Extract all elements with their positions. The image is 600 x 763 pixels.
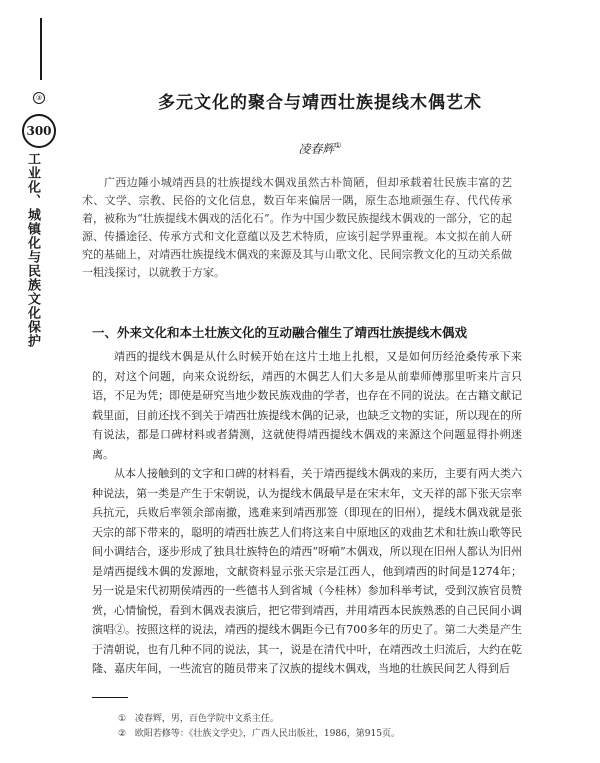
footnote-item (118, 727, 518, 742)
section-heading: 一、外来文化和本土壮族文化的互动融合催生了靖西壮族提线木偶戏 (92, 325, 468, 340)
sidebar-circle-mark: ③ (33, 92, 45, 104)
abstract: 广西边陲小城靖西县的壮族提线木偶戏虽然古朴简陋，但却承载着壮民族丰富的艺术、文学、宗教、民俗的文化信息，数百年来偏居一隅，原生态地顽强生存、代代传承着，被称为“壮族提线木偶戏的活化石”。作为中国少数民族提线木偶戏的一部分，它的起源、传播途径、传承方式和文化意蕴以及艺术特质，应该引起学界重视。本文拟在前人研究的基础上，对靖西壮族提线木偶戏的来源及其与山歌文化、民间宗教文化的互动关系做一粗浅探讨，以就教于方家。 (82, 176, 512, 279)
footnote-mark: ② (118, 729, 127, 739)
article-title: 多元文化的聚合与靖西壮族提线木偶艺术 (158, 93, 482, 113)
journal-running-title: 工业化、城镇化与民族文化保护 (25, 152, 40, 348)
sidebar-vertical-rule (40, 18, 42, 80)
footnote-divider (92, 697, 128, 698)
author-footnote-mark: ① (334, 141, 342, 150)
footnote-text: 欧阳若修等：《壮族文学史》，广西人民出版社，1986，第915页。 (134, 729, 400, 739)
page-number: 300 (22, 114, 56, 148)
body-paragraph: 靖西的提线木偶是从什么时候开始在这片土地上扎根，又是如何历经沧桑传承下来的，对这个问题，向来众说纷纭，靖西的木偶艺人们大多是从前辈师傅那里听来片言只语，不足为凭；即使是研究当地少数民族戏曲的学者，也存在不同的说法。在古籍文献记载里面，目前还找不到关于靖西壮族提线木偶的记录，也缺乏文物的实证，所以现在的所有说法，都是口碑材料或者猜测，这就使得靖西提线木偶戏的来源这个问题显得扑朔迷离。 (92, 350, 522, 461)
body-paragraph: 从本人接触到的文字和口碑的材料看，关于靖西提线木偶戏的来历，主要有两大类六种说法，第一类是产生于宋朝说，认为提线木偶最早是在宋末年，文天祥的部下张天宗率兵抗元，兵败后率领余部南撤，逃难来到靖西那签（即现在的旧州），提线木偶戏就是张天宗的部下带来的，聪明的靖西壮族艺人们将这来自中原地区的戏曲艺术和壮族山歌等民间小调结合，逐步形成了独具壮族特色的靖西“呀嗬”木偶戏，所以现在旧州人都认为旧州是靖西提线木偶的发源地，文献资料显示张天宗是江西人，他到靖西的时间是1274年；另一说是宋代初期侯靖西的一些德书人到省城（今桂林）参加科举考试，受到汉族官员赞赏，心情愉悦，看到木偶戏表演后，把它带到靖西，并用靖西本民族熟悉的自己民间小调演唱②。按照这样的说法，靖西的提线木偶距今已有700多年的历史了。第二大类是产生于清朝说，也有几种不同的说法，其一，说是在清代中叶，在靖西改土归流后，大约在乾隆、嘉庆年间，一些流官的随员带来了汉族的提线木偶戏，当地的壮族民间艺人得到后 (92, 467, 522, 675)
footnote-mark: ① (118, 714, 127, 724)
footnote-text: 凌春辉，男，百色学院中文系主任。 (134, 714, 279, 724)
footnote-item (118, 712, 518, 727)
author-line (240, 140, 400, 157)
footnotes (118, 712, 518, 742)
author-name: 凌春辉 (298, 142, 335, 156)
